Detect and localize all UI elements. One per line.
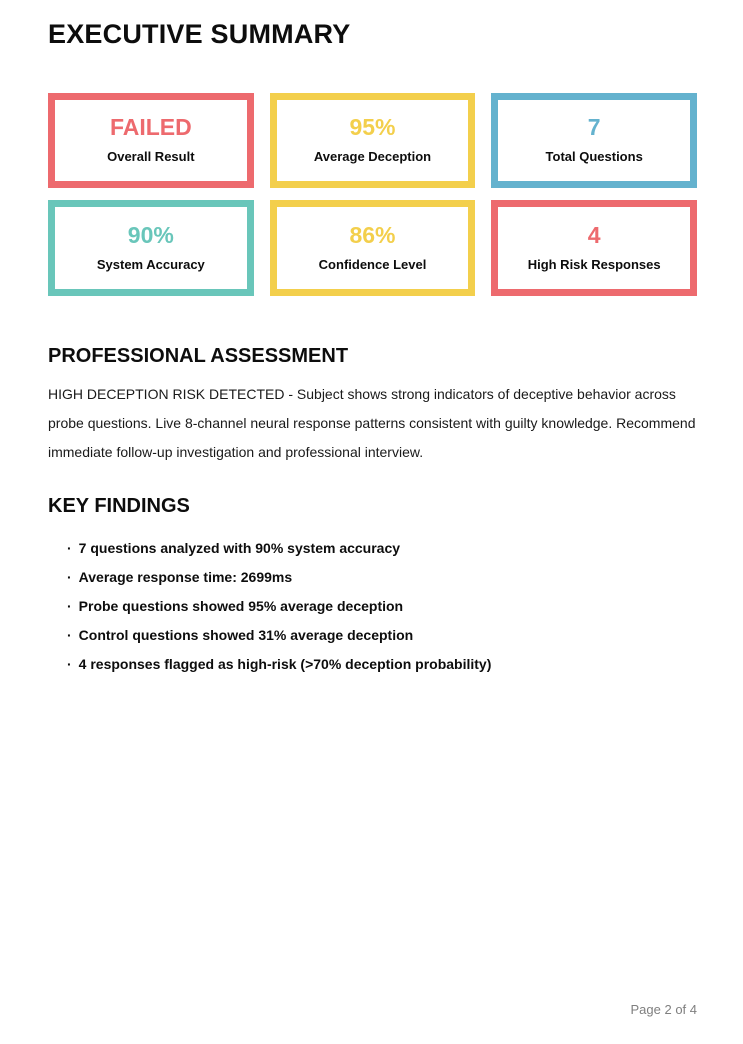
metric-value: 90% [127, 221, 174, 248]
metric-label: Average Deception [313, 149, 432, 164]
finding-item [67, 592, 697, 621]
metric-card-overall-result [48, 93, 254, 188]
summary-cards [48, 93, 697, 296]
finding-text: 7 questions analyzed with 90% system accuracy [78, 540, 401, 556]
metric-label: System Accuracy [96, 256, 205, 272]
metric-card-confidence-level [270, 200, 476, 296]
finding-item [67, 534, 697, 563]
finding-text: Control questions showed 31% average deception [78, 627, 414, 643]
assessment-heading: PROFESSIONAL ASSESSMENT [48, 345, 349, 367]
findings-heading: KEY FINDINGS [48, 495, 190, 517]
metric-value: 7 [587, 114, 601, 140]
metric-card-system-accuracy [48, 200, 254, 296]
metric-card-average-deception [270, 93, 476, 188]
metric-value: FAILED [109, 114, 192, 140]
findings-list [48, 534, 697, 679]
finding-text: Probe questions showed 95% average deception [78, 598, 404, 614]
finding-text: Average response time: 2699ms [78, 569, 293, 585]
metric-label: Confidence Level [318, 256, 427, 272]
finding-item [67, 621, 697, 650]
bullet-icon: · [67, 598, 72, 614]
bullet-icon: · [67, 540, 72, 556]
metric-card-high-risk-responses [491, 200, 697, 296]
metric-label: Total Questions [545, 149, 643, 164]
metric-label: High Risk Responses [527, 256, 661, 272]
metric-value: 95% [349, 114, 396, 140]
finding-item [67, 650, 697, 679]
metric-label: Overall Result [107, 149, 195, 164]
metric-card-total-questions [491, 93, 697, 188]
metric-value: 4 [587, 221, 601, 248]
finding-text: 4 responses flagged as high-risk (>70% deception probability) [78, 656, 492, 672]
metric-value: 86% [349, 221, 396, 248]
bullet-icon: · [67, 656, 72, 672]
bullet-icon: · [67, 569, 72, 585]
bullet-icon: · [67, 627, 72, 643]
assessment-body: HIGH DECEPTION RISK DETECTED - Subject shows strong indicators of deceptive behavior across probe questions. Live 8-channel neural response patterns consistent with guilty knowledge. Recommend immediate follow-up investigation and professional interview. [48, 386, 696, 460]
page-number: Page 2 of 4 [630, 1002, 697, 1017]
page-title: EXECUTIVE SUMMARY [48, 19, 351, 49]
finding-item [67, 563, 697, 592]
